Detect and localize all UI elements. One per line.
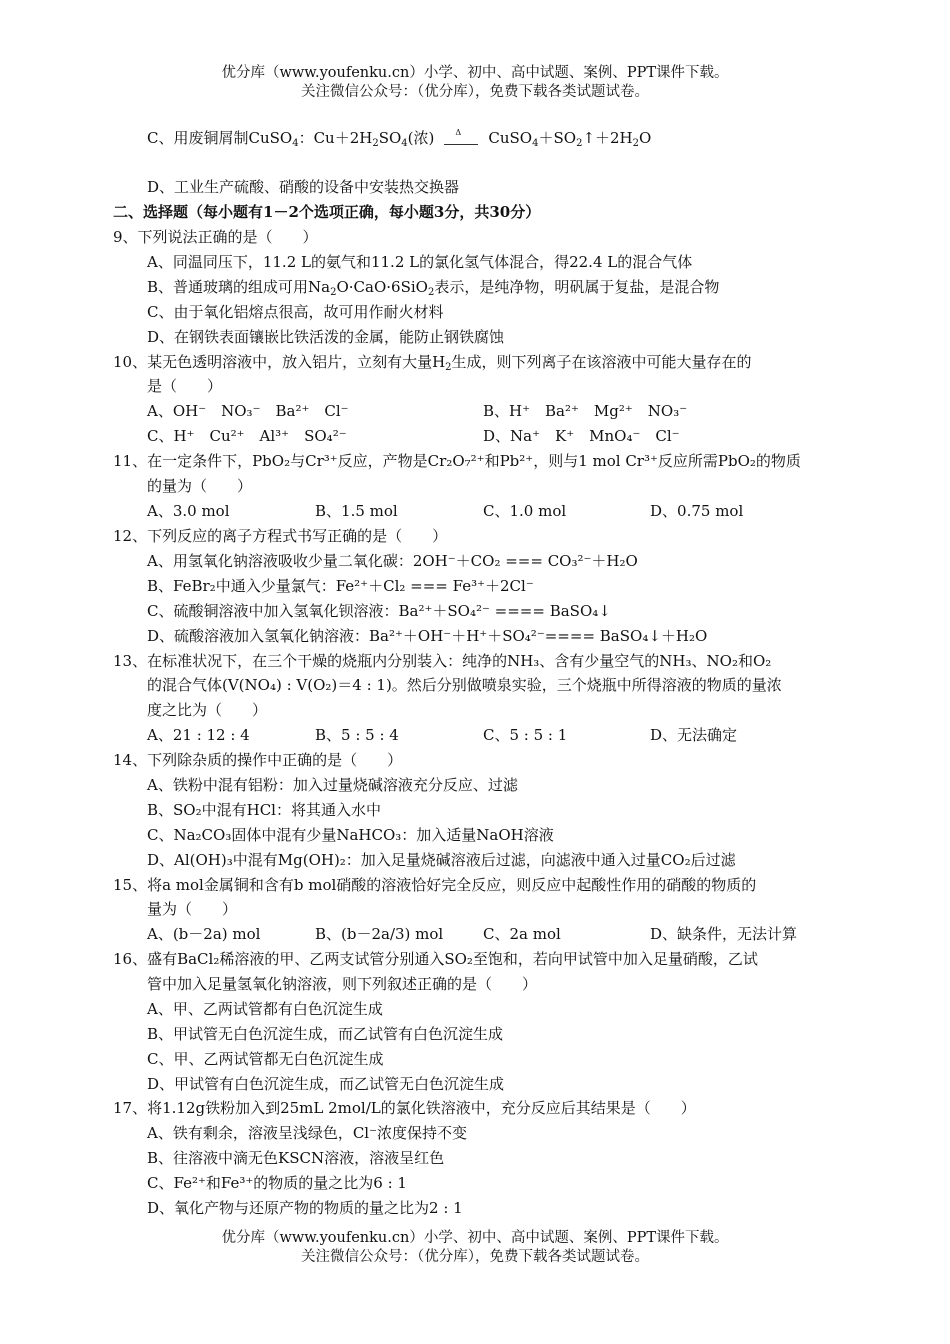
q10-option-d: D、Na⁺ K⁺ MnO₄⁻ Cl⁻ bbox=[483, 427, 680, 445]
q12-stem: 12、下列反应的离子方程式书写正确的是（ ） bbox=[113, 527, 448, 545]
q10-option-c: C、H⁺ Cu²⁺ Al³⁺ SO₄²⁻ bbox=[147, 427, 347, 445]
q11-option-d: D、0.75 mol bbox=[650, 502, 744, 520]
q12-option-a: A、用氢氧化钠溶液吸收少量二氧化碳：2OH⁻＋CO₂ === CO₃²⁻＋H₂O bbox=[147, 552, 638, 570]
q14-option-c: C、Na₂CO₃固体中混有少量NaHCO₃：加入适量NaOH溶液 bbox=[147, 826, 554, 844]
header-line-2: 关注微信公众号：（优分库），免费下载各类试题试卷。 bbox=[301, 84, 649, 100]
q12-option-d: D、硫酸溶液加入氢氧化钠溶液：Ba²⁺＋OH⁻＋H⁺＋SO₄²⁻==== BaSO₄↓＋H₂O bbox=[147, 627, 708, 645]
q13-stem-cont-2: 度之比为（ ） bbox=[147, 701, 268, 719]
page-footer bbox=[0, 1229, 950, 1267]
q16-stem-cont: 管中加入足量氢氧化钠溶液，则下列叙述正确的是（ ） bbox=[147, 975, 538, 993]
header-line-1: 优分库（www.youfenku.cn）小学、初中、高中试题、案例、PPT课件下载。 bbox=[221, 65, 729, 81]
q10-stem-cont: 是（ ） bbox=[147, 377, 223, 395]
q8-option-c: C、用废铜屑制CuSO$_4$：$Cu+2H_2SO_4$(浓) Δ $CuSO_4+SO_2↑+2H_2O$ bbox=[147, 128, 652, 149]
q10-option-a: A、OH⁻ NO₃⁻ Ba²⁺ Cl⁻ bbox=[147, 402, 349, 420]
q15-option-c: C、2a mol bbox=[483, 925, 561, 943]
q13-option-b: B、5 : 5 : 4 bbox=[315, 726, 399, 744]
q16-option-a: A、甲、乙两试管都有白色沉淀生成 bbox=[147, 1000, 383, 1018]
q12-option-c: C、硫酸铜溶液中加入氢氧化钡溶液：Ba²⁺＋SO₄²⁻ ==== BaSO₄↓ bbox=[147, 602, 611, 620]
q15-option-a: A、(b－2a) mol bbox=[147, 925, 261, 943]
q11-option-b: B、1.5 mol bbox=[315, 502, 398, 520]
q13-stem-cont: 的混合气体(V(NO₄) : V(O₂)＝4 : 1)。然后分别做喷泉实验，三个烧瓶中所得溶液的物质的量浓 bbox=[147, 676, 782, 694]
q15-stem: 15、将a mol金属铜和含有b mol硝酸的溶液恰好完全反应，则反应中起酸性作用的硝酸的物质的 bbox=[113, 876, 757, 894]
q14-stem: 14、下列除杂质的操作中正确的是（ ） bbox=[113, 751, 403, 769]
q9-option-b: B、普通玻璃的组成可用$Na_2O\cdot CaO\cdot 6SiO_2$表示，是纯净物，明矾属于复盐，是混合物 bbox=[147, 278, 720, 298]
q14-option-b: B、SO₂中混有HCl：将其通入水中 bbox=[147, 801, 381, 819]
q13-option-a: A、21 : 12 : 4 bbox=[147, 726, 250, 744]
footer-line-1: 优分库（www.youfenku.cn）小学、初中、高中试题、案例、PPT课件下载。 bbox=[221, 1230, 729, 1246]
q9-stem: 9、下列说法正确的是（ ） bbox=[113, 228, 318, 246]
q9-option-c: C、由于氧化铝熔点很高，故可用作耐火材料 bbox=[147, 303, 444, 321]
q8-option-d: D、工业生产硫酸、硝酸的设备中安装热交换器 bbox=[147, 178, 460, 196]
q13-stem: 13、在标准状况下，在三个干燥的烧瓶内分别装入：纯净的NH₃、含有少量空气的NH₃、NO₂和O₂ bbox=[113, 652, 772, 670]
q9-option-a: A、同温同压下，11.2 L的氨气和11.2 L的氯化氢气体混合，得22.4 L的混合气体 bbox=[147, 253, 693, 271]
q16-stem: 16、盛有BaCl₂稀溶液的甲、乙两支试管分别通入SO₂至饱和，若向甲试管中加入足量硝酸，乙试 bbox=[113, 950, 758, 968]
q14-option-a: A、铁粉中混有铝粉：加入过量烧碱溶液充分反应、过滤 bbox=[147, 776, 518, 794]
q12-option-b: B、FeBr₂中通入少量氯气：Fe²⁺＋Cl₂ === Fe³⁺＋2Cl⁻ bbox=[147, 577, 534, 595]
q16-option-b: B、甲试管无白色沉淀生成，而乙试管有白色沉淀生成 bbox=[147, 1025, 504, 1043]
q16-option-d: D、甲试管有白色沉淀生成，而乙试管无白色沉淀生成 bbox=[147, 1075, 505, 1093]
q11-stem-cont: 的量为（ ） bbox=[147, 477, 253, 495]
q13-option-d: D、无法确定 bbox=[650, 726, 738, 744]
q10-option-b: B、H⁺ Ba²⁺ Mg²⁺ NO₃⁻ bbox=[483, 402, 688, 420]
q15-option-d: D、缺条件，无法计算 bbox=[650, 925, 798, 943]
page-header bbox=[0, 64, 950, 102]
q14-option-d: D、Al(OH)₃中混有Mg(OH)₂：加入足量烧碱溶液后过滤，向滤液中通入过量CO₂后过滤 bbox=[147, 851, 736, 869]
q9-option-d: D、在钢铁表面镶嵌比铁活泼的金属，能防止钢铁腐蚀 bbox=[147, 328, 505, 346]
q17-option-c: C、Fe²⁺和Fe³⁺的物质的量之比为6 : 1 bbox=[147, 1174, 407, 1192]
footer-line-2: 关注微信公众号：（优分库），免费下载各类试题试卷。 bbox=[301, 1249, 649, 1265]
q15-stem-cont: 量为（ ） bbox=[147, 900, 238, 918]
q17-stem: 17、将1.12g铁粉加入到25mL 2mol/L的氯化铁溶液中，充分反应后其结果是（ ） bbox=[113, 1099, 696, 1117]
q13-option-c: C、5 : 5 : 1 bbox=[483, 726, 568, 744]
q15-option-b: B、(b－2a/3) mol bbox=[315, 925, 444, 943]
section-2-title: 二、选择题（每小题有1－2个选项正确，每小题3分，共30分） bbox=[113, 203, 541, 221]
q17-option-b: B、往溶液中滴无色KSCN溶液，溶液呈红色 bbox=[147, 1149, 445, 1167]
q11-option-a: A、3.0 mol bbox=[147, 502, 230, 520]
q17-option-d: D、氧化产物与还原产物的物质的量之比为2 : 1 bbox=[147, 1199, 463, 1217]
q17-option-a: A、铁有剩余，溶液呈浅绿色，Cl⁻浓度保持不变 bbox=[147, 1124, 468, 1142]
q11-option-c: C、1.0 mol bbox=[483, 502, 567, 520]
q10-stem: 10、某无色透明溶液中，放入铝片，立刻有大量$H_2$生成，则下列离子在该溶液中可能大量存在的 bbox=[113, 353, 752, 373]
q16-option-c: C、甲、乙两试管都无白色沉淀生成 bbox=[147, 1050, 384, 1068]
heating-condition-mark: Δ bbox=[444, 127, 478, 149]
q11-stem: 11、在一定条件下，PbO₂与Cr³⁺反应，产物是Cr₂O₇²⁺和Pb²⁺，则与1 mol Cr³⁺反应所需PbO₂的物质 bbox=[113, 452, 801, 470]
